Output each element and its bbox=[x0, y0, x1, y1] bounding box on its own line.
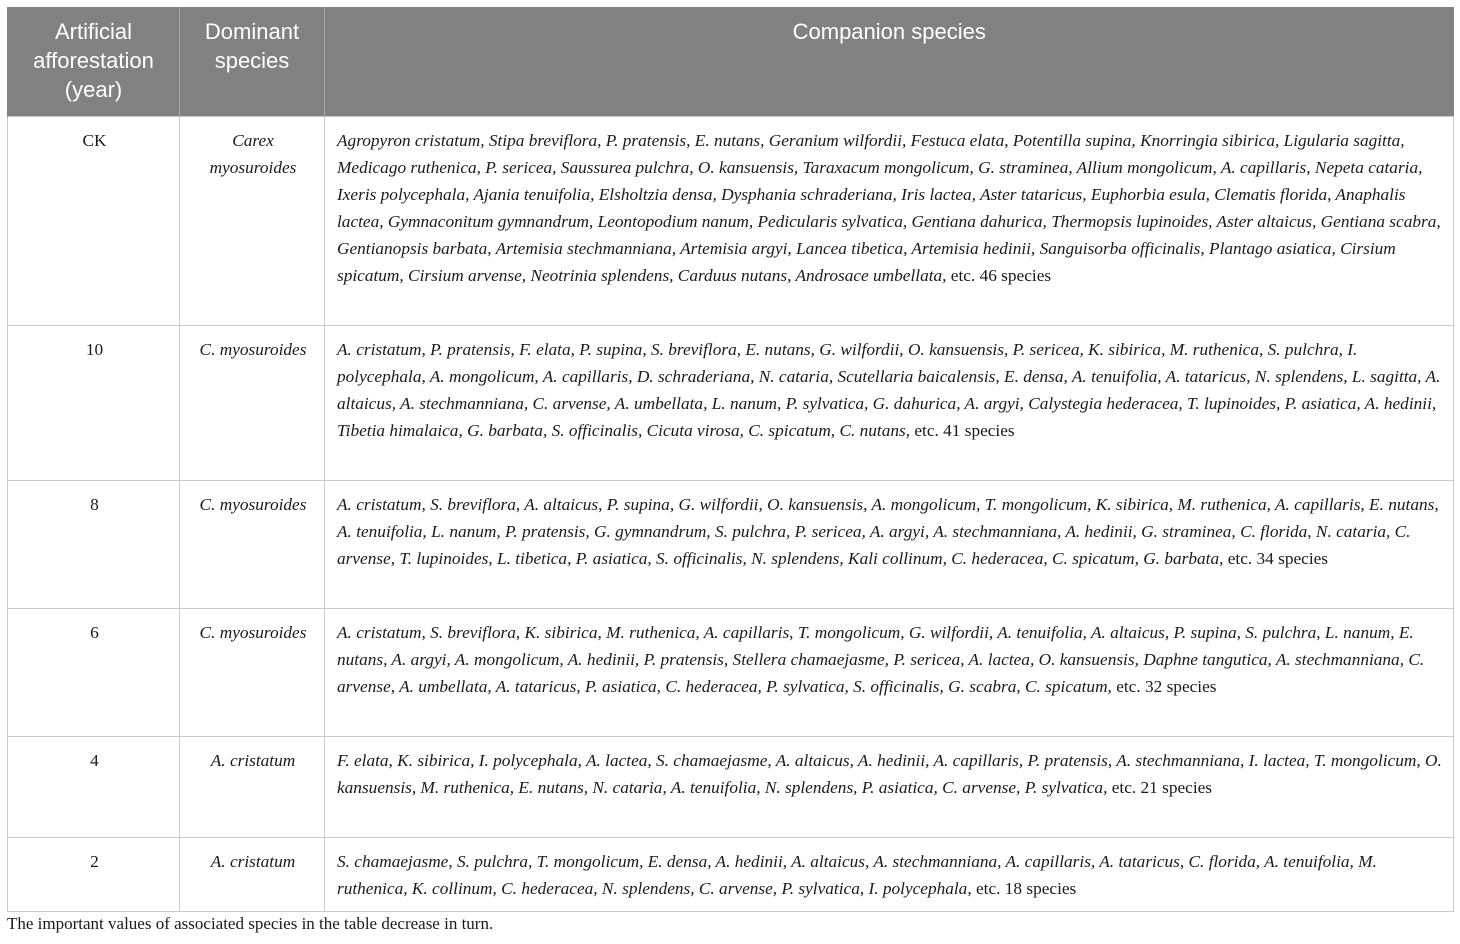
species-count: etc. 21 species bbox=[1111, 778, 1213, 797]
species-count: etc. 41 species bbox=[914, 421, 1015, 440]
companion-species-cell bbox=[325, 481, 1454, 609]
year-cell: 2 bbox=[8, 838, 180, 912]
companion-species-list: A. cristatum, S. breviflora, K. sibirica, M. ruthenica, A. capillaris, T. mongolicum, G. wilfordii, A. tenuifolia, A. altaicus, P. supina, S. pulchra, L. nanum, E. nutans, A. argyi, A. mongolicum, A. hedinii, P. pratensis, Stellera chamaejasme, P. sericea, A. lactea, O. kansuensis, Daphne tangutica, A. stechmanniana, C. arvense, A. umbellata, A. tataricus, P. asiatica, C. hederacea, P. sylvatica, S. officinalis, G. scabra, C. spicatum, bbox=[337, 623, 1425, 696]
table-row bbox=[8, 117, 1454, 326]
companion-species-list: A. cristatum, S. breviflora, A. altaicus, P. supina, G. wilfordii, O. kansuensis, A. mongolicum, T. mongolicum, K. sibirica, M. ruthenica, A. capillaris, E. nutans, A. tenuifolia, L. nanum, P. pratensis, G. gymnandrum, S. pulchra, P. sericea, A. argyi, A. stechmanniana, A. hedinii, G. straminea, C. florida, N. cataria, C. arvense, T. lupinoides, L. tibetica, P. asiatica, S. officinalis, N. splendens, Kali collinum, C. hederacea, C. spicatum, G. barbata, bbox=[337, 495, 1439, 568]
year-cell: 8 bbox=[8, 481, 180, 609]
companion-species-cell bbox=[325, 838, 1454, 912]
table-footnote: The important values of associated species in the table decrease in turn. bbox=[7, 914, 494, 933]
dominant-species-cell: C. myosuroides bbox=[180, 481, 325, 609]
dominant-species-cell: Carex myosuroides bbox=[180, 117, 325, 326]
table-header bbox=[8, 7, 1454, 117]
year-cell: 10 bbox=[8, 326, 180, 481]
species-count: etc. 18 species bbox=[975, 879, 1077, 898]
companion-species-list: Agropyron cristatum, Stipa breviflora, P. pratensis, E. nutans, Geranium wilfordii, Festuca elata, Potentilla supina, Knorringia sibirica, Ligularia sagitta, Medicago ruthenica, P. sericea, Saussurea pulchra, O. kansuensis, Taraxacum mongolicum, G. straminea, Allium mongolicum, A. capillaris, Nepeta cataria, Ixeris polycephala, Ajania tenuifolia, Elsholtzia densa, Dysphania schraderiana, Iris lactea, Aster tataricus, Euphorbia esula, Clematis florida, Anaphalis lactea, Gymnaconitum gymnandrum, Leontopodium nanum, Pedicularis sylvatica, Gentiana dahurica, Thermopsis lupinoides, Aster altaicus, Gentiana scabra, Gentianopsis barbata, Artemisia stechmanniana, Artemisia argyi, Lancea tibetica, Artemisia hedinii, Sanguisorba officinalis, Plantago asiatica, Cirsium spicatum, Cirsium arvense, Neotrinia splendens, Carduus nutans, Androsace umbellata, bbox=[337, 131, 1441, 285]
species-table-container bbox=[7, 7, 1453, 912]
dominant-species-cell: A. cristatum bbox=[180, 737, 325, 838]
companion-species-cell bbox=[325, 326, 1454, 481]
species-table bbox=[7, 7, 1454, 912]
header-afforestation-year: Artificial afforestation (year) bbox=[8, 7, 180, 117]
companion-species-list: A. cristatum, P. pratensis, F. elata, P. supina, S. breviflora, E. nutans, G. wilfordii, O. kansuensis, P. sericea, K. sibirica, M. ruthenica, S. pulchra, I. polycephala, A. mongolicum, A. capillaris, D. schraderiana, N. cataria, Scutellaria baicalensis, E. densa, A. tenuifolia, A. tataricus, N. splendens, L. sagitta, A. altaicus, A. stechmanniana, C. arvense, A. umbellata, L. nanum, P. sylvatica, G. dahurica, A. argyi, Calystegia hederacea, T. lupinoides, P. asiatica, A. hedinii, Tibetia himalaica, G. barbata, S. officinalis, Cicuta virosa, C. spicatum, C. nutans, bbox=[337, 340, 1441, 440]
table-row bbox=[8, 737, 1454, 838]
table-row bbox=[8, 609, 1454, 737]
header-dominant-species: Dominant species bbox=[180, 7, 325, 117]
dominant-species-cell: C. myosuroides bbox=[180, 609, 325, 737]
table-row bbox=[8, 838, 1454, 912]
dominant-species-cell: A. cristatum bbox=[180, 838, 325, 912]
dominant-species-cell: C. myosuroides bbox=[180, 326, 325, 481]
species-count: etc. 46 species bbox=[950, 266, 1052, 285]
species-count: etc. 32 species bbox=[1116, 677, 1217, 696]
companion-species-list: S. chamaejasme, S. pulchra, T. mongolicum, E. densa, A. hedinii, A. altaicus, A. stechmanniana, A. capillaris, A. tataricus, C. florida, A. tenuifolia, M. ruthenica, K. collinum, C. hederacea, N. splendens, C. arvense, P. sylvatica, I. polycephala, bbox=[337, 852, 1377, 898]
table-body bbox=[8, 117, 1454, 912]
companion-species-cell bbox=[325, 117, 1454, 326]
table-row bbox=[8, 326, 1454, 481]
companion-species-cell bbox=[325, 737, 1454, 838]
companion-species-list: F. elata, K. sibirica, I. polycephala, A. lactea, S. chamaejasme, A. altaicus, A. hedinii, A. capillaris, P. pratensis, A. stechmanniana, I. lactea, T. mongolicum, O. kansuensis, M. ruthenica, E. nutans, N. cataria, A. tenuifolia, N. splendens, P. asiatica, C. arvense, P. sylvatica, bbox=[337, 751, 1442, 797]
table-row bbox=[8, 481, 1454, 609]
companion-species-cell bbox=[325, 609, 1454, 737]
year-cell: 4 bbox=[8, 737, 180, 838]
species-count: etc. 34 species bbox=[1227, 549, 1329, 568]
year-cell: 6 bbox=[8, 609, 180, 737]
year-cell: CK bbox=[8, 117, 180, 326]
header-companion-species: Companion species bbox=[325, 7, 1454, 117]
